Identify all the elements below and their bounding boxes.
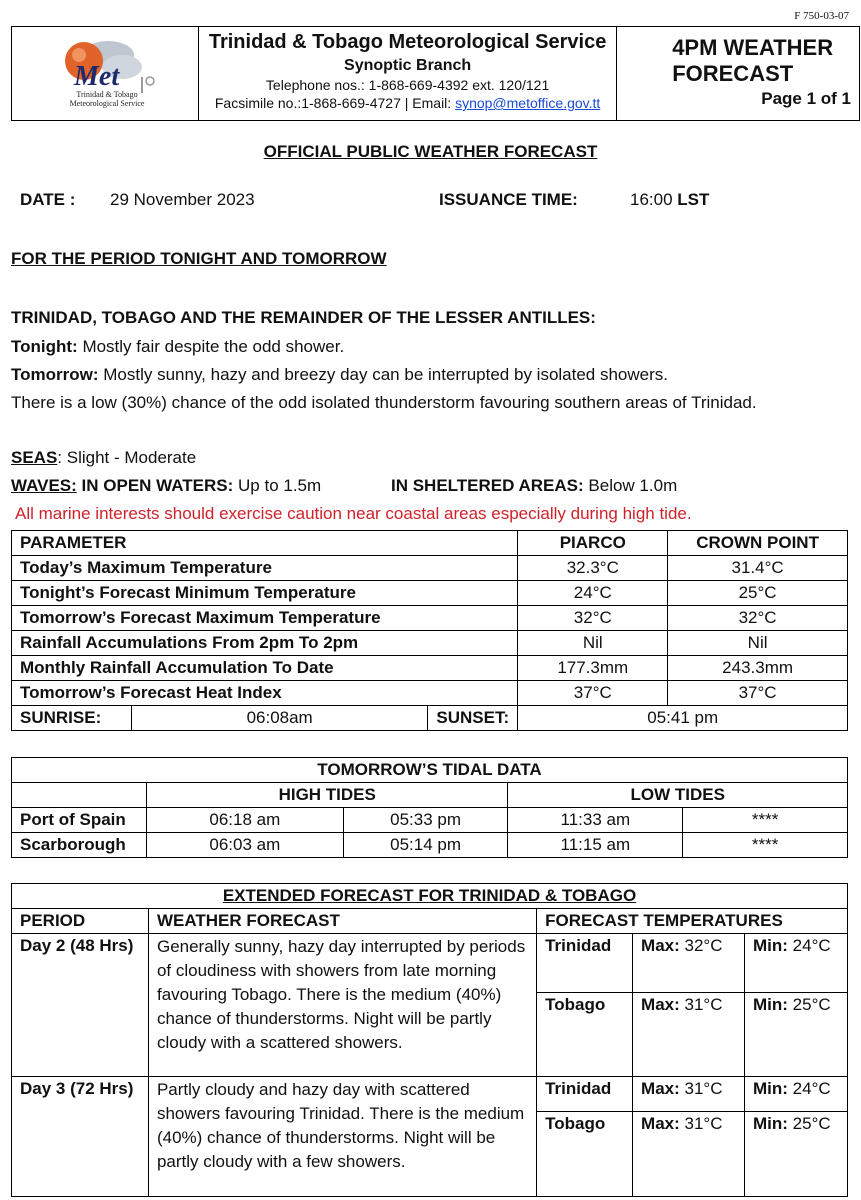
- telephone: Telephone nos.: 1-868-669-4392 ext. 120/121: [265, 77, 550, 93]
- piarco-value: 37°C: [518, 681, 668, 706]
- sunrise-value: 06:08am: [131, 706, 427, 731]
- col-header-forecast-temperatures: FORECAST TEMPERATURES: [537, 909, 848, 934]
- issuance-label: ISSUANCE TIME:: [439, 190, 578, 209]
- table-row: [12, 1077, 848, 1112]
- waves-line: WAVES: IN OPEN WATERS: Up to 1.5m: [11, 476, 322, 495]
- org-name: Trinidad & Tobago Meteorological Service: [208, 31, 607, 53]
- temp-max: Max: 31°C: [633, 1112, 745, 1197]
- tide-location: Port of Spain: [12, 808, 147, 833]
- crown-point-value: 37°C: [668, 681, 848, 706]
- forecast-title-cell: [617, 27, 860, 121]
- temp-place: Tobago: [537, 1112, 633, 1197]
- page-number: Page 1 of 1: [761, 89, 851, 108]
- sunrise-label: SUNRISE:: [12, 706, 132, 731]
- table-row: [12, 581, 848, 606]
- crown-point-value: 243.3mm: [668, 656, 848, 681]
- temp-min: Min: 24°C: [745, 934, 848, 993]
- col-header-piarco: PIARCO: [518, 531, 668, 556]
- piarco-value: 32.3°C: [518, 556, 668, 581]
- piarco-value: Nil: [518, 631, 668, 656]
- parameters-header-row: [12, 531, 848, 556]
- col-header-crown-point: CROWN POINT: [668, 531, 848, 556]
- region-heading: TRINIDAD, TOBAGO AND THE REMAINDER OF THE LESSER ANTILLES:: [11, 308, 596, 327]
- table-row: [12, 808, 848, 833]
- period-heading: FOR THE PERIOD TONIGHT AND TOMORROW: [11, 249, 387, 268]
- period: Day 3 (72 Hrs): [12, 1077, 149, 1197]
- high-tide-1: 06:03 am: [146, 833, 343, 858]
- low-tide-2: ****: [683, 808, 848, 833]
- parameter-name: Tonight’s Forecast Minimum Temperature: [12, 581, 518, 606]
- table-row: [12, 631, 848, 656]
- day-forecast-text: Generally sunny, hazy day interrupted by periods of cloudiness with showers from late morning favouring Tobago. There is the medium (40%) chance of thunderstorms. Night will be partly cloudy with a scattered showers.: [148, 934, 536, 1077]
- parameter-name: Monthly Rainfall Accumulation To Date: [12, 656, 518, 681]
- parameter-name: Rainfall Accumulations From 2pm To 2pm: [12, 631, 518, 656]
- high-tide-2: 05:14 pm: [343, 833, 508, 858]
- tide-location: Scarborough: [12, 833, 147, 858]
- logo-text: Met: [74, 61, 120, 92]
- sunset-value: 05:41 pm: [518, 706, 848, 731]
- issuance-time: 16:00 LST: [630, 190, 710, 209]
- high-tide-2: 05:33 pm: [343, 808, 508, 833]
- fax-email-line: [199, 95, 616, 111]
- period: Day 2 (48 Hrs): [12, 934, 149, 1077]
- table-row: [12, 556, 848, 581]
- doc-title: OFFICIAL PUBLIC WEATHER FORECAST: [263, 142, 598, 161]
- piarco-value: 32°C: [518, 606, 668, 631]
- tonight-forecast: Tonight: Mostly fair despite the odd shower.: [11, 337, 345, 356]
- met-service-logo: [12, 27, 198, 115]
- date-label: DATE :: [20, 190, 76, 209]
- temp-max: Max: 31°C: [633, 1077, 745, 1112]
- low-tide-1: 11:15 am: [508, 833, 683, 858]
- col-header-parameter: PARAMETER: [12, 531, 518, 556]
- branch-name: Synoptic Branch: [344, 57, 472, 74]
- fax: Facsimile no.:1-868-669-4727 | Email:: [214, 95, 456, 111]
- parameter-name: Tomorrow’s Forecast Maximum Temperature: [12, 606, 518, 631]
- crown-point-value: 25°C: [668, 581, 848, 606]
- temp-min: Min: 25°C: [745, 1112, 848, 1197]
- temp-place: Trinidad: [537, 934, 633, 993]
- letterhead: [11, 26, 860, 121]
- col-header-period: PERIOD: [12, 909, 149, 934]
- table-row: [12, 833, 848, 858]
- form-code: F 750-03-07: [794, 10, 849, 22]
- forecast-title-line-2: FORECAST: [672, 61, 794, 86]
- col-header-weather-forecast: WEATHER FORECAST: [148, 909, 536, 934]
- logo-cell: [12, 27, 199, 121]
- temp-max: Max: 32°C: [633, 934, 745, 993]
- date-value: 29 November 2023: [110, 190, 255, 209]
- temp-place: Trinidad: [537, 1077, 633, 1112]
- email-link[interactable]: synop@metoffice.gov.tt: [455, 95, 601, 111]
- table-row: [12, 656, 848, 681]
- marine-warning: All marine interests should exercise caution near coastal areas especially during high tide.: [15, 504, 692, 523]
- temp-min: Min: 25°C: [745, 993, 848, 1077]
- table-row: [12, 681, 848, 706]
- crown-point-value: Nil: [668, 631, 848, 656]
- low-tide-1: 11:33 am: [508, 808, 683, 833]
- org-cell: [199, 27, 617, 121]
- tomorrow-forecast: Tomorrow: Mostly sunny, hazy and breezy day can be interrupted by isolated showers.: [11, 365, 669, 384]
- tidal-table: [11, 757, 848, 858]
- table-row: [12, 606, 848, 631]
- forecast-title: [617, 27, 859, 87]
- seas-line: SEAS: Slight - Moderate: [11, 448, 197, 467]
- high-tide-1: 06:18 am: [146, 808, 343, 833]
- low-tide-2: ****: [683, 833, 848, 858]
- high-tides-header: HIGH TIDES: [146, 783, 508, 808]
- temp-min: Min: 24°C: [745, 1077, 848, 1112]
- piarco-value: 24°C: [518, 581, 668, 606]
- sheltered-line: IN SHELTERED AREAS: Below 1.0m: [391, 476, 678, 495]
- sunset-label: SUNSET:: [428, 706, 518, 731]
- temp-max: Max: 31°C: [633, 993, 745, 1077]
- tidal-blank-header: [12, 783, 147, 808]
- crown-point-value: 31.4°C: [668, 556, 848, 581]
- extended-forecast-table: [11, 883, 848, 1197]
- logo-caption-1: Trinidad & Tobago: [76, 90, 138, 99]
- extended-title: EXTENDED FORECAST FOR TRINIDAD & TOBAGO: [12, 884, 848, 909]
- temp-place: Tobago: [537, 993, 633, 1077]
- parameters-table: [11, 530, 848, 731]
- day-forecast-text: Partly cloudy and hazy day with scattered showers favouring Trinidad. There is the medium (40%) chance of thunderstorms. Night will be partly cloudy with a few showers.: [148, 1077, 536, 1197]
- low-tides-header: LOW TIDES: [508, 783, 848, 808]
- table-row: [12, 934, 848, 993]
- crown-point-value: 32°C: [668, 606, 848, 631]
- thunderstorm-chance: There is a low (30%) chance of the odd isolated thunderstorm favouring southern areas of Trinidad.: [11, 393, 757, 412]
- parameter-name: Tomorrow’s Forecast Heat Index: [12, 681, 518, 706]
- tidal-title: TOMORROW’S TIDAL DATA: [12, 758, 848, 783]
- piarco-value: 177.3mm: [518, 656, 668, 681]
- parameter-name: Today’s Maximum Temperature: [12, 556, 518, 581]
- forecast-title-line-1: 4PM WEATHER: [672, 35, 834, 60]
- sun-times-row: [12, 706, 848, 731]
- logo-caption-2: Meteorological Service: [69, 99, 145, 108]
